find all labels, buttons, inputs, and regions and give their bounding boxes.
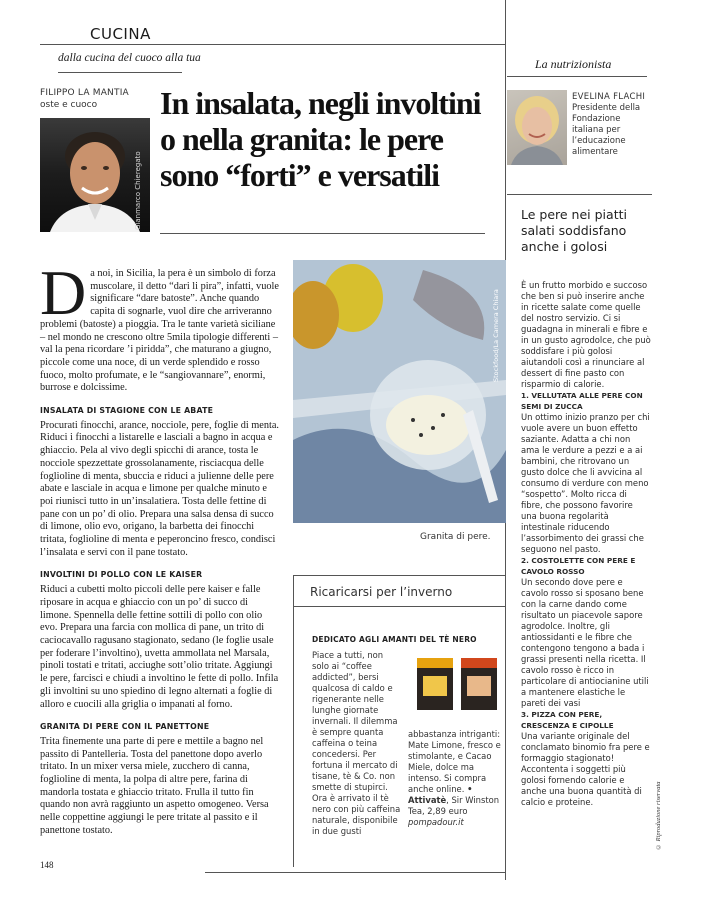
box-left-border xyxy=(293,575,294,867)
pear-granita-photo xyxy=(293,260,506,523)
section-title: CUCINA xyxy=(90,25,151,43)
nutritionist-role: Presidente della Fondazione italiana per l’educazione alimentare xyxy=(572,103,641,157)
box-text-column-1: Piace a tutti, non solo ai “coffee addicted”, bersi qualcosa di caldo e rigenerante nelle lunghe giornate invernali. Il dilemma è sempre quanta caffeina o teina concedersi. Per fortuna il mercato di tisane, tè & Co. non smette di stupirci. Ora è arrivato il tè nero con più caffeina naturale, disponibile in due gusti xyxy=(312,650,401,836)
footer-rule xyxy=(205,872,505,873)
right-column-heading: Le pere nei piatti salati soddisfano anche i golosi xyxy=(521,207,627,254)
recipe-title: INVOLTINI DI POLLO CON LE KAISER xyxy=(40,570,203,580)
recipe-text: Procurati finocchi, arance, nocciole, pere, foglie di menta. Riduci i finocchi a listarelle e lasciali a bagno in acqua e ghiaccio. Pela al vivo degli spicchi di arance, tosta le nocciole spezzettate grossolanamente, risciacqua delle foglioline di menta, sbuccia e riduci a julienne delle pere abate e lasciale in acqua e limone per qualche minuto e poi riunisci tutto in un’insalatiera. Tosta delle fettine di pane con un po’ di olio. Prepara una salsa densa di succo di limone, olio evo, origano, la barbetta dei finocchi tritata, foglioline di menta e peperoncino fresco, condisci l’insalata e servi con il pane tostato. xyxy=(40,419,280,558)
right-item-title: 2. COSTOLETTE CON PERE E CAVOLO ROSSO xyxy=(521,556,636,576)
box-col2-text: abbastanza intriganti: Mate Limone, fresco e stimolante, e Cacao Miele, dolce ma intenso. Si compra anche online. xyxy=(408,729,501,794)
right-intro: È un frutto morbido e succoso che ben si può inserire anche in ricette salate come quelle del nostro servizio. Ci si guadagna in minerali e fibre e in un gusto agrodolce, che può soddisfare i più golosi aiutandoli così a rinunciare al dessert di fine pasto con risparmio di calorie. xyxy=(521,280,651,389)
intro-text: a noi, in Sicilia, la pera è un simbolo di forza muscolare, il detto “dari li pira”, infatti, vuole significare “dare batoste”. Anche quando capita di sognarle, vuol dire che arriveranno problemi (batoste) a pioggia. Tra le tante varietà siciliane – nel mondo ne crescono oltre 5mila tipologie differenti – val la pena ricordare ’i piridda”, che maturano a giugno, piccole come una noce, di un verde splendido e rosso fuoco, molto profumate, e le “sangiovannare”, enormi, burrose e dolcissime. xyxy=(40,268,279,394)
tagline-rule xyxy=(58,72,182,73)
nutritionist-name: EVELINA FLACHI xyxy=(572,92,646,102)
box-title-rule xyxy=(293,606,505,607)
nutritionist-bottom-rule xyxy=(507,194,652,195)
nutritionist-rule xyxy=(507,76,647,77)
photo-credit: Stockfood/La Camera Chiara xyxy=(492,289,500,382)
right-item-text: Un secondo dove pere e cavolo rosso si sposano bene con la carne dando come risultato un piacevole sapore agrodolce. Inoltre, gli antiossidanti e le fibre che contengono tengono a bada i grassi presenti nella ricetta. Il cavolo rosso è ricco in particolare di antiocianine utili a mantenere elastiche le pareti dei vasi xyxy=(521,577,649,708)
intro-paragraph xyxy=(40,257,280,395)
product-details: , Sir Winston Tea, 2,89 euro xyxy=(408,795,500,816)
box-subhead: DEDICATO AGLI AMANTI DEL TÈ NERO xyxy=(312,635,477,644)
nutritionist-photo xyxy=(507,90,567,165)
header-rule xyxy=(40,44,505,45)
headline-rule xyxy=(160,233,485,234)
author-role: oste e cuoco xyxy=(40,100,98,110)
product-name: • Attivatè xyxy=(408,784,473,805)
photo-caption: Granita di pere. xyxy=(420,532,491,542)
recipe-text: Trita finemente una parte di pere e mettile a bagno nel passito di Pantelleria. Tosta del panettone dopo averlo tritato. In un mixer versa miele, zucchero di canna, foglioline di menta, la polpa di altre pere, farina di mandorla tostata e ghiaccio tritato. Frulla il tutto fin quando non avrà raggiunto un aspetto omogeneo. Versa nelle coppettine aggiungi le pere tritate al passito e il panettone tostato. xyxy=(40,735,269,836)
page-number: 148 xyxy=(40,860,54,870)
product-site: pompadour.it xyxy=(408,817,464,827)
drop-cap: D xyxy=(40,257,87,328)
recipe-title: INSALATA DI STAGIONE CON LE ABATE xyxy=(40,406,214,416)
right-column-body xyxy=(521,280,651,808)
right-item-text: Un ottimo inizio pranzo per chi vuole avere un buon effetto saziante. Adatta a chi non ama le verdure a pezzi e a ai bambini, che ritrovano un gusto dolce che li avvicina al consumo di verdure con meno “sospetto”. Molto ricca di fibre, che possono favorire una buona regolarità intestinale riducendo l’assorbimento dei grassi che seguono nel pasto. xyxy=(521,412,650,554)
recipe-text: Riduci a cubetti molto piccoli delle pere kaiser e falle riposare in acqua e ghiaccio con un po’ di succo di limone. Spennella delle fettine sottili di pollo con olio evo. Prepara una farcia con mollica di pane, un trito di caciocavallo ragusano stagionato, sedano (le foglie usale per foderare l’involtino), uvetta ammollata nel Marsala, pinoli tostati e tritati, acciughe sott’olio tritate. Aggiungi le pere, farcisci e chiudi a involtino le fette di pollo. Infila gli involtini su uno spiedino di legno alternati a foglie di alloro e cuocili alla griglia o impanati al forno. xyxy=(40,584,279,710)
chef-photo-credit: Gianmarco Chieregato xyxy=(134,151,142,230)
box-text-column-2 xyxy=(408,729,503,828)
tea-product-image xyxy=(413,654,503,714)
copyright-note: © Riproduzione riservata xyxy=(655,781,662,850)
right-item-title: 1. VELLUTATA ALLE PERE CON SEMI DI ZUCCA xyxy=(521,391,643,411)
box-top-border xyxy=(293,575,505,576)
tagline: dalla cucina del cuoco alla tua xyxy=(58,52,201,64)
headline: In insalata, negli involtini o nella granita: le pere sono “forti” e versatili xyxy=(160,85,481,193)
box-title: Ricaricarsi per l’inverno xyxy=(310,585,453,599)
recipe-title: GRANITA DI PERE CON IL PANETTONE xyxy=(40,722,210,732)
article-body xyxy=(40,257,280,838)
right-item-text: Una variante originale del conclamato binomio fra pere e formaggio stagionato! Accontenta i soggetti più golosi fornendo calorie e anche una buona quantità di calcio e proteine. xyxy=(521,731,650,807)
right-item-title: 3. PIZZA CON PERE, CRESCENZA E CIPOLLE xyxy=(521,710,614,730)
author-name: FILIPPO LA MANTIA xyxy=(40,88,129,98)
nutritionist-label: La nutrizionista xyxy=(535,57,612,71)
